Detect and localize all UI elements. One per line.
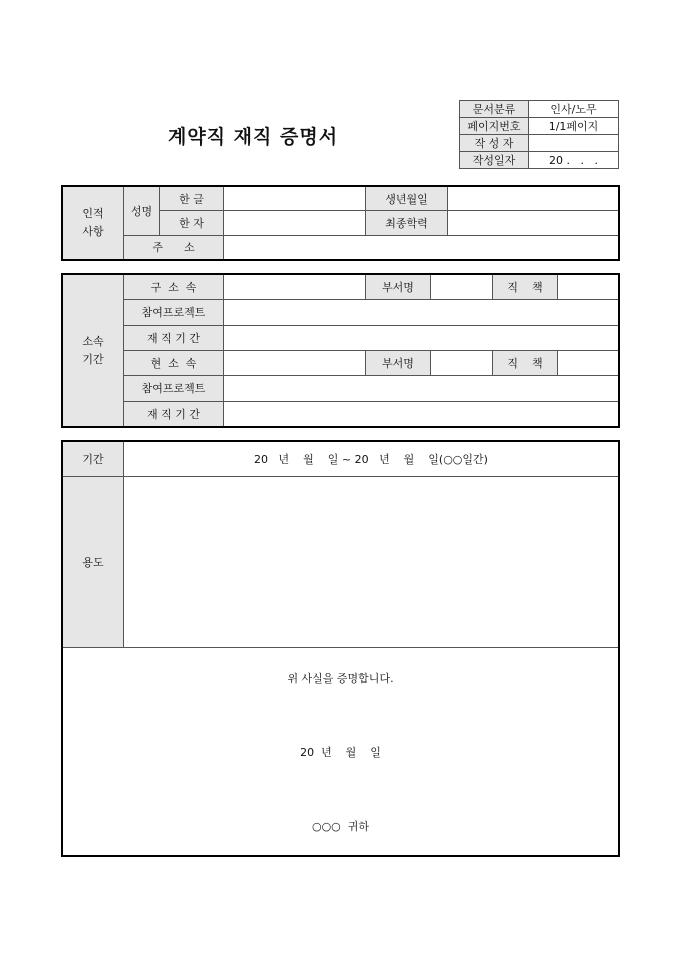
certify-text: 위 사실을 증명합니다.	[287, 672, 394, 685]
prev-dept-field[interactable]	[431, 275, 493, 300]
meta-label: 문서분류	[460, 101, 529, 118]
curr-org-field[interactable]	[224, 350, 366, 375]
meta-value: 인사/노무	[529, 101, 619, 118]
prev-org-field[interactable]	[224, 275, 366, 300]
meta-value: 20 . . .	[529, 152, 619, 169]
curr-position-field[interactable]	[558, 350, 619, 375]
curr-period-field[interactable]	[224, 401, 619, 426]
period-label: 기간	[63, 442, 124, 477]
meta-label: 작성일자	[460, 152, 529, 169]
prev-org-label: 구 소 속	[124, 275, 224, 300]
birth-label: 생년월일	[366, 187, 448, 211]
education-field[interactable]	[448, 211, 619, 235]
prev-position-label: 직 책	[493, 275, 558, 300]
meta-label: 페이지번호	[460, 118, 529, 135]
prev-period-field[interactable]	[224, 325, 619, 350]
page-title: 계약직 재직 증명서	[168, 126, 339, 148]
address-field[interactable]	[224, 235, 619, 259]
affiliation-table	[62, 274, 619, 427]
curr-project-field[interactable]	[224, 376, 619, 401]
certification-block	[63, 648, 619, 856]
prev-period-label: 재 직 기 간	[124, 325, 224, 350]
certify-date: 20 년 월 일	[300, 746, 381, 759]
address-label: 주 소	[124, 235, 224, 259]
personal-section-label: 인적 사항	[63, 187, 124, 260]
curr-position-label: 직 책	[493, 350, 558, 375]
meta-value: 1/1페이지	[529, 118, 619, 135]
curr-org-label: 현 소 속	[124, 350, 224, 375]
meta-label: 작 성 자	[460, 135, 529, 152]
prev-project-label: 참여프로젝트	[124, 300, 224, 325]
hangul-name-field[interactable]	[224, 187, 366, 211]
prev-position-field[interactable]	[558, 275, 619, 300]
purpose-label: 용도	[63, 477, 124, 648]
hangul-label: 한 글	[160, 187, 224, 211]
period-value[interactable]: 20 년 월 일 ~ 20 년 월 일(○○일간)	[124, 442, 619, 477]
usage-table	[62, 441, 619, 856]
curr-project-label: 참여프로젝트	[124, 376, 224, 401]
document-meta-table	[459, 100, 619, 169]
hanja-label: 한 자	[160, 211, 224, 235]
name-label: 성명	[124, 187, 160, 236]
birth-field[interactable]	[448, 187, 619, 211]
hanja-name-field[interactable]	[224, 211, 366, 235]
education-label: 최종학력	[366, 211, 448, 235]
affiliation-section-label: 소속 기간	[63, 275, 124, 427]
curr-dept-label: 부서명	[366, 350, 431, 375]
curr-dept-field[interactable]	[431, 350, 493, 375]
recipient: ○○○ 귀하	[311, 820, 370, 833]
personal-info-table	[62, 186, 619, 260]
prev-dept-label: 부서명	[366, 275, 431, 300]
curr-period-label: 재 직 기 간	[124, 401, 224, 426]
meta-value	[529, 135, 619, 152]
purpose-field[interactable]	[124, 477, 619, 648]
prev-project-field[interactable]	[224, 300, 619, 325]
